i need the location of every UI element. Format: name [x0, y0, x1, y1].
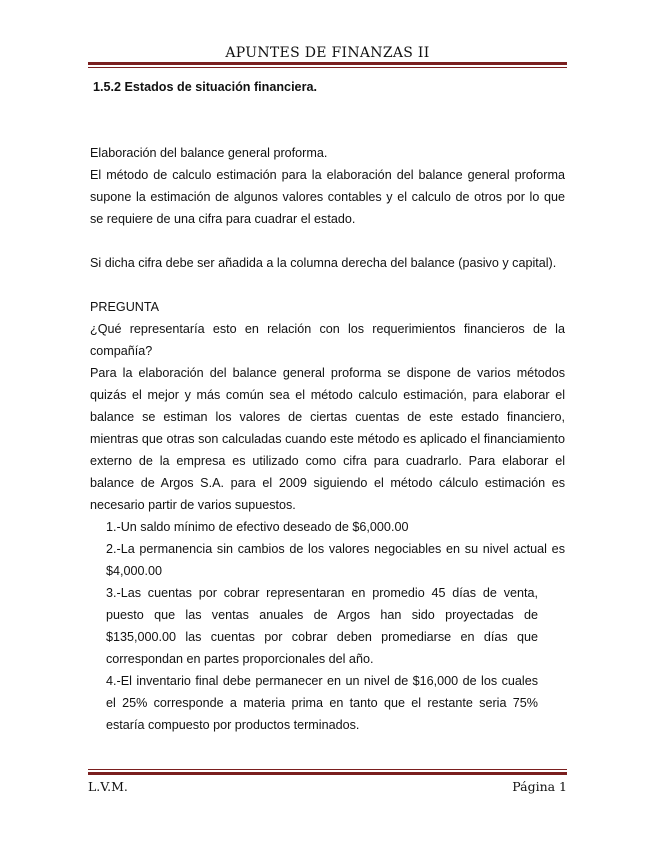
section-title: 1.5.2 Estados de situación financiera.: [93, 80, 317, 94]
paragraph: El método de calculo estimación para la elaboración del balance general proforma supone la estimación de algunos valores contables y el calculo de otros por lo que se requiere de una cifra para cuadrar el estado.: [90, 168, 565, 226]
list-item: 3.-Las cuentas por cobrar representaran en promedio 45 días de venta, puesto que las ventas anuales de Argos han sido proyectadas de $135,000.00 las cuentas por cobrar deben promediarse en días que correspondan en partes proporcionales del año.: [106, 586, 538, 666]
answer-paragraph: Para la elaboración del balance general proforma se dispone de varios métodos quizás el mejor y más común sea el método calculo estimación, para elaborar el balance se estiman los valores de ciertas cuentas de este estado financiero, mientras que otras son calculadas cuando este método es aplicado el financiamiento externo de la empresa es utilizado como cifra para cuadrarlo. Para elaborar el balance de Argos S.A. para el 2009 siguiendo el método cálculo estimación es necesario partir de varios supuestos.: [90, 366, 565, 512]
page-number: Página 1: [512, 779, 567, 794]
paragraph: Si dicha cifra debe ser añadida a la columna derecha del balance (pasivo y capital).: [90, 256, 557, 270]
list-item: 1.-Un saldo mínimo de efectivo deseado de $6,000.00: [106, 520, 409, 534]
question-text: ¿Qué representaría esto en relación con los requerimientos financieros de la compañía?: [90, 322, 565, 358]
page-header-title: APUNTES DE FINANZAS II: [225, 45, 430, 61]
list-item: 2.-La permanencia sin cambios de los valores negociables en su nivel actual es $4,000.00: [106, 542, 565, 578]
list-item: 4.-El inventario final debe permanecer en un nivel de $16,000 de los cuales el 25% corresponde a materia prima en tanto que el restante seria 75% estaría compuesto por productos terminados.: [106, 674, 538, 732]
question-heading: PREGUNTA: [90, 300, 160, 314]
document-body: [90, 76, 565, 736]
paragraph-subtitle: Elaboración del balance general proforma.: [90, 146, 328, 160]
footer-rule: [88, 769, 567, 775]
footer-author: L.V.M.: [88, 779, 128, 794]
header-rule: [88, 62, 567, 68]
